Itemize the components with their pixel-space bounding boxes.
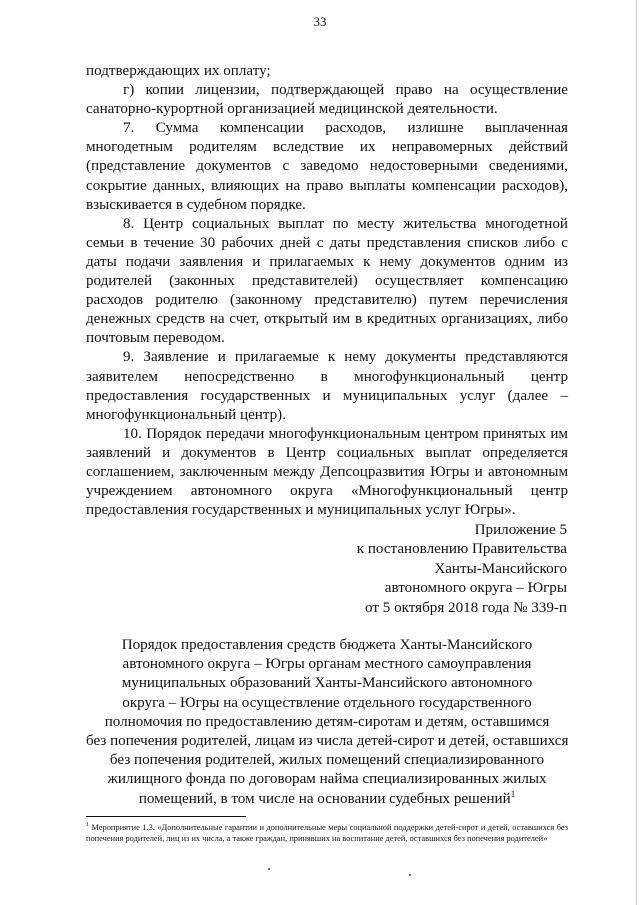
title-line: без попечения родителей, жилых помещений специализированного — [109, 752, 545, 769]
title-line: округа – Югры на осуществление отдельного государственного — [122, 694, 532, 711]
title-line: без попечения родителей, лицам из числа детей-сирот и детей, оставшихся — [86, 733, 569, 750]
footnote — [86, 822, 568, 844]
paragraph-7: 7. Сумма компенсации расходов, излишне выплаченная многодетным родителям вследствие их неправомерных действий (представление документов с заведомо недостоверными сведениями, сокрытие данных, влияющих на право выплаты компенсации расходов), взыскивается в судебном порядке. — [86, 120, 568, 213]
document-title — [86, 636, 568, 809]
appendix-line: к постановлению Правительства — [356, 541, 567, 558]
body-text — [86, 62, 568, 520]
title-line: Порядок предоставления средств бюджета Ханты-Мансийского — [121, 637, 533, 653]
page-number: 33 — [313, 14, 327, 29]
scan-artifact — [409, 874, 411, 876]
paragraph-license-copy: г) копии лицензии, подтверждающей право на осуществление санаторно-курортной организацией медицинской деятельности. — [86, 82, 568, 118]
scan-artifact — [268, 868, 270, 870]
paragraph-10: 10. Порядок передачи многофункциональным центром принятых им заявлений и документов в Центр социальных выплат определяется соглашением, заключенным между Депсоцразвития Югры и автономным учреждением автономного округа «Многофункциональный центр предоставления государственных и муниципальных услуг Югры». — [86, 425, 568, 519]
title-line: жилищного фонда по договорам найма специализированных жилых — [107, 771, 547, 788]
title-line: муниципальных образований Ханты-Мансийского автономного — [121, 675, 533, 692]
footnote-mark: 1 — [86, 822, 89, 829]
appendix-line: от 5 октября 2018 года № 339-п — [365, 599, 567, 616]
footnote-reference[interactable]: 1 — [510, 788, 516, 799]
title-line: полномочия по предоставлению детям-сиротам и детям, оставшимся — [104, 713, 550, 730]
title-line: автономного округа – Югры органам местного самоуправления — [122, 656, 532, 673]
appendix-line: Приложение 5 — [474, 522, 567, 538]
appendix-header — [357, 521, 567, 618]
paragraph-9: 9. Заявление и прилагаемые к нему документы представляются заявителем непосредственно в многофункциональный центр предоставления государственных и муниципальных услуг (далее – многофункциональный центр). — [86, 349, 568, 423]
title-line-last — [86, 790, 568, 809]
paragraph-8: 8. Центр социальных выплат по месту жительства многодетной семьи в течение 30 рабочих дней с даты представления списков либо с даты подачи заявления и прилагаемых к нему документов одним из родителей (законных представителей) осуществляет компенсацию расходов родителю (законному представителю) путем перечисления денежных средств на счет, открытый им в кредитных организациях, либо почтовым переводом. — [86, 215, 568, 347]
appendix-line: автономного округа – Югры — [384, 580, 567, 597]
footnote-text: Мероприятие 1.3. «Дополнительные гарантии и дополнительные меры социальной поддержки детей-сирот и детей, оставшихся без попечения родителей, лиц из их числа, а также граждан, принявших на воспитание детей, оставшихся без попечения родителей» — [86, 823, 568, 843]
paragraph-continuation: подтверждающих их оплату; — [86, 63, 271, 79]
scan-edge-line — [636, 0, 637, 905]
title-line: помещений, в том числе на основании судебных решений — [138, 790, 511, 807]
footnote-divider — [86, 816, 246, 817]
appendix-line: Ханты-Мансийского — [434, 560, 567, 577]
